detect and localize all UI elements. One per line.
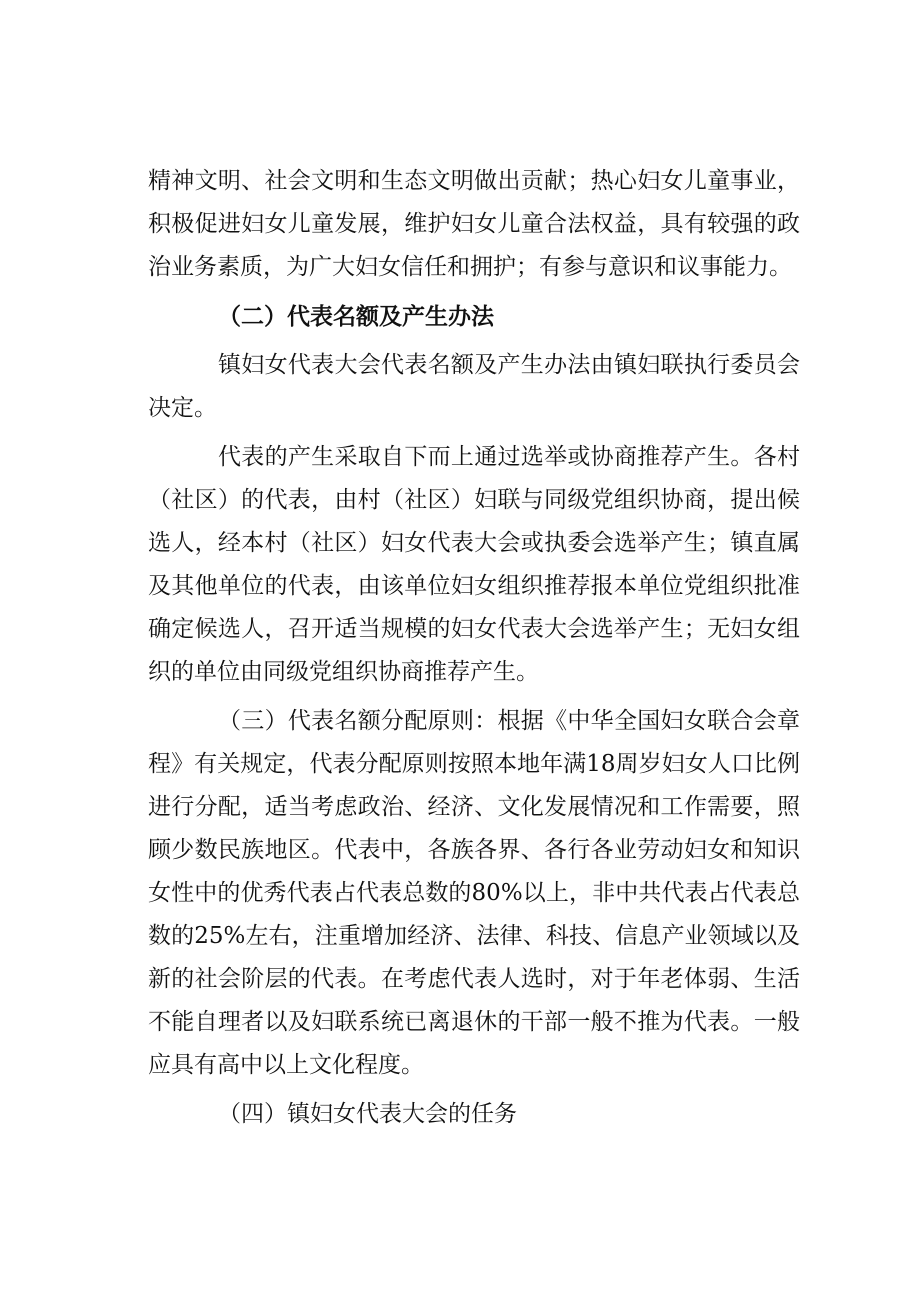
- section-heading-2: （二）代表名额及产生办法: [218, 303, 494, 330]
- section-heading-3: （三）代表名额分配原则：根据《中华全国妇女联合会章程》有关规定，代表分配原则按照本地年满18周岁妇女人口比例进行分配，适当考虑政治、经济、文化发展情况和工作需要，照顾少数民族地区。代表中，各族各界、各行各业劳动妇女和知识女性中的优秀代表占代表总数的80%以上，非中共代表占代表总数的25%左右，注重增加经济、法律、科技、信息产业领域以及新的社会阶层的代表。在考虑代表人选时，对于年老体弱、生活不能自理者以及妇联系统已离退休的干部一般不推为代表。一般应具有高中以上文化程度。: [148, 708, 800, 1078]
- paragraph-continuation: 精神文明、社会文明和生态文明做出贡献；热心妇女儿童事业，积极促进妇女儿童发展，维护妇女儿童合法权益，具有较强的政治业务素质，为广大妇女信任和拥护；有参与意识和议事能力。: [148, 168, 800, 280]
- paragraph-election-method: 代表的产生采取自下而上通过选举或协商推荐产生。各村（社区）的代表，由村（社区）妇联与同级党组织协商，提出候选人，经本村（社区）妇女代表大会或执委会选举产生；镇直属及其他单位的代表，由该单位妇女组织推荐报本单位党组织批准确定候选人，召开适当规模的妇女代表大会选举产生；无妇女组织的单位由同级党组织协商推荐产生。: [148, 444, 800, 685]
- document-body: [148, 160, 800, 1136]
- section-heading-4: （四）镇妇女代表大会的任务: [218, 1101, 517, 1127]
- paragraph-quota-decision: 镇妇女代表大会代表名额及产生办法由镇妇联执行委员会决定。: [148, 352, 800, 421]
